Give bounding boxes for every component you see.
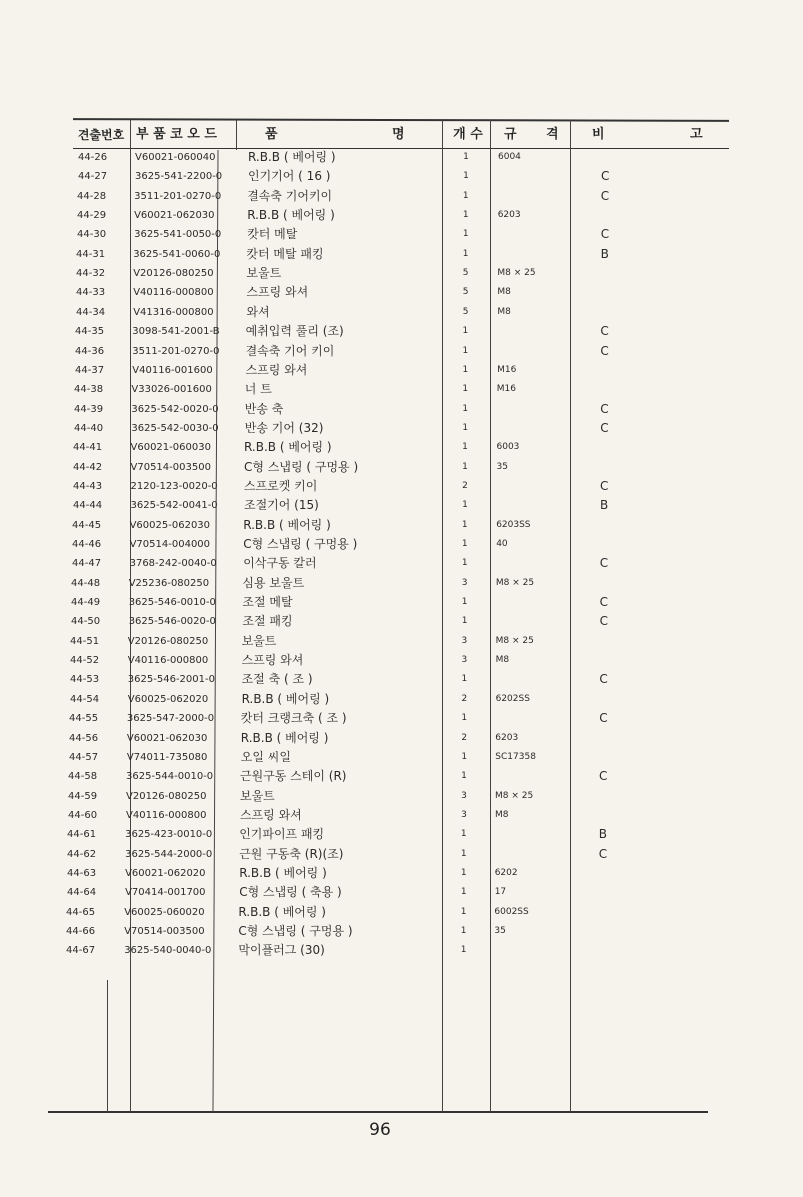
- part-spec: 6202: [494, 867, 518, 878]
- part-code: 3625-544-2000-0: [125, 848, 213, 860]
- part-number: 44-52: [70, 655, 100, 667]
- part-note: B: [600, 498, 609, 513]
- part-quantity: 1: [461, 597, 468, 608]
- part-number: 44-53: [70, 674, 100, 686]
- part-code: 3625-546-0010-0: [128, 597, 216, 609]
- part-quantity: 3: [461, 790, 467, 801]
- part-spec: M16: [496, 384, 517, 395]
- table-row: [0, 283, 803, 302]
- table-row: [0, 941, 803, 960]
- table-row: [0, 903, 803, 922]
- part-quantity: 1: [462, 442, 468, 453]
- part-name: 반송 기어 (32): [244, 420, 324, 435]
- part-name: 결속축 기어 키이: [245, 343, 335, 358]
- part-note: C: [600, 420, 609, 435]
- part-spec: M8 × 25: [495, 790, 534, 801]
- part-number: 44-49: [71, 597, 101, 609]
- part-name: 와셔: [246, 304, 270, 319]
- part-name: 스프링 와셔: [241, 653, 304, 668]
- part-spec: M8: [495, 655, 510, 666]
- part-quantity: 1: [460, 867, 467, 878]
- table-row: [0, 496, 803, 515]
- header-spec-right: 격: [546, 127, 559, 142]
- table-row: [0, 245, 803, 264]
- part-quantity: 1: [460, 906, 467, 917]
- part-name: 조절기어 (15): [244, 498, 319, 513]
- part-quantity: 3: [461, 809, 467, 820]
- table-row: [0, 361, 803, 380]
- part-quantity: 1: [460, 887, 467, 898]
- part-name: 조절 패킹: [242, 614, 293, 629]
- part-code: V40116-000800: [133, 287, 214, 299]
- table-row: [0, 167, 803, 186]
- part-code: 3625-544-0010-0: [126, 771, 214, 783]
- part-name: C형 스냅링 ( 구멍용 ): [243, 537, 358, 551]
- part-code: V60021-062030: [134, 210, 215, 222]
- part-quantity: 3: [461, 635, 468, 646]
- part-number: 44-34: [76, 306, 106, 318]
- header-note-right: 고: [690, 127, 703, 142]
- part-note: C: [599, 769, 608, 784]
- part-spec: 17: [494, 887, 507, 898]
- part-spec: M8 × 25: [497, 268, 536, 279]
- part-quantity: 1: [462, 364, 469, 375]
- part-name: 인기기어 ( 16 ): [248, 169, 331, 184]
- part-code: V20126-080250: [133, 268, 214, 280]
- part-code: 3511-201-0270-0: [134, 190, 222, 202]
- table-row: [0, 380, 803, 399]
- part-note: C: [599, 595, 608, 610]
- part-note: C: [599, 556, 609, 571]
- part-quantity: 5: [462, 268, 469, 279]
- part-code: 3768-242-0040-0: [129, 558, 217, 570]
- table-row: [0, 438, 803, 457]
- table-row: [0, 709, 803, 728]
- part-number: 44-50: [71, 616, 101, 628]
- part-spec: M8: [495, 809, 509, 820]
- part-name: 예취입력 풀리 (조): [245, 324, 344, 339]
- table-row: [0, 651, 803, 670]
- part-quantity: 2: [462, 480, 468, 491]
- part-name: 스프링 와셔: [246, 285, 309, 300]
- part-number: 44-44: [73, 500, 103, 512]
- part-code: 3511-201-0270-0: [132, 345, 220, 357]
- part-note: C: [600, 324, 609, 339]
- part-name: R.B.B ( 베어링 ): [244, 440, 332, 455]
- table-row: [0, 264, 803, 283]
- part-spec: 6202SS: [495, 693, 530, 704]
- part-name: R.B.B ( 베어링 ): [243, 517, 331, 532]
- header-note-left: 비: [592, 127, 605, 142]
- table-row: [0, 342, 803, 361]
- part-number: 44-45: [72, 519, 102, 531]
- part-quantity: 1: [461, 616, 468, 627]
- part-name: 캇터 메탈: [247, 227, 298, 242]
- part-quantity: 5: [462, 306, 469, 317]
- part-quantity: 1: [461, 751, 468, 762]
- part-name: C형 스냅링 ( 구멍용 ): [244, 459, 359, 474]
- part-number: 44-40: [74, 422, 104, 434]
- part-number: 44-41: [73, 442, 103, 454]
- part-number: 44-65: [66, 906, 96, 918]
- part-number: 44-48: [71, 577, 101, 589]
- part-quantity: 1: [463, 152, 469, 162]
- table-row: [0, 477, 803, 496]
- part-name: R.B.B ( 베어링 ): [238, 904, 326, 919]
- part-name: 보울트: [246, 266, 282, 281]
- part-quantity: 1: [462, 248, 469, 259]
- part-quantity: 1: [461, 674, 468, 685]
- part-quantity: 1: [462, 210, 469, 221]
- table-row: [0, 748, 803, 767]
- header-name-left: 품: [265, 127, 278, 142]
- part-number: 44-37: [75, 364, 105, 376]
- col-line-2: [236, 120, 237, 150]
- part-number: 44-31: [76, 248, 106, 260]
- table-row: [0, 400, 803, 419]
- part-spec: 40: [496, 539, 508, 549]
- part-code: V70414-001700: [125, 887, 206, 899]
- part-spec: 6002SS: [494, 906, 529, 917]
- part-quantity: 1: [460, 945, 467, 956]
- part-number: 44-59: [68, 790, 98, 802]
- table-row: [0, 322, 803, 341]
- part-name: 근원 구동축 (R)(조): [239, 846, 344, 861]
- page-number: 96: [369, 1120, 391, 1140]
- part-quantity: 1: [461, 539, 468, 549]
- table-row: [0, 612, 803, 631]
- part-name: 캇터 크랭크축 ( 조 ): [240, 711, 347, 726]
- table-row: [0, 554, 803, 573]
- part-name: 보울트: [240, 788, 275, 803]
- part-code: V25236-080250: [128, 577, 210, 589]
- table-row: [0, 767, 803, 786]
- table-row: [0, 806, 803, 825]
- part-code: V70514-003500: [130, 461, 211, 473]
- part-quantity: 2: [461, 693, 468, 704]
- part-code: V60021-062030: [126, 732, 208, 744]
- part-quantity: 1: [462, 190, 469, 201]
- part-code: V20126-080250: [127, 635, 209, 647]
- part-name: 심용 보울트: [242, 575, 305, 590]
- table-row: [0, 825, 803, 844]
- part-number: 44-62: [67, 848, 97, 860]
- part-quantity: 1: [462, 422, 469, 433]
- part-code: 3625-541-0060-0: [133, 248, 221, 260]
- header-code: 부 품 코 오 드: [136, 127, 217, 142]
- part-quantity: 1: [460, 848, 467, 859]
- table-row: [0, 206, 803, 225]
- part-name: 인기파이프 패킹: [239, 827, 325, 842]
- part-note: B: [600, 246, 609, 261]
- table-row: [0, 690, 803, 709]
- part-number: 44-56: [69, 732, 99, 744]
- part-number: 44-36: [75, 345, 105, 357]
- part-number: 44-60: [68, 809, 98, 821]
- part-code: V70514-003500: [124, 926, 205, 937]
- part-quantity: 1: [462, 384, 469, 395]
- part-number: 44-39: [74, 403, 104, 415]
- part-name: 조절 축 ( 조 ): [241, 672, 313, 687]
- part-code: V41316-000800: [133, 306, 214, 318]
- part-code: V60025-062020: [127, 693, 209, 705]
- table-row: [0, 883, 803, 902]
- part-number: 44-26: [78, 152, 108, 163]
- part-spec: M8 × 25: [495, 635, 534, 646]
- bottom-rule: [48, 1111, 708, 1113]
- part-name: 캇터 메탈 패킹: [246, 246, 324, 261]
- part-quantity: 3: [461, 655, 468, 666]
- part-number: 44-43: [73, 480, 103, 492]
- part-name: 스프링 와셔: [240, 807, 302, 822]
- part-number: 44-66: [66, 926, 96, 937]
- part-code: 3625-546-0020-0: [128, 616, 216, 628]
- part-number: 44-38: [74, 384, 104, 396]
- table-row: [0, 670, 803, 689]
- part-spec: 6203: [495, 732, 519, 743]
- part-quantity: 1: [461, 771, 467, 782]
- part-name: 너 트: [244, 382, 272, 397]
- part-code: 3098-541-2001-B: [132, 326, 220, 338]
- part-number: 44-27: [78, 171, 108, 183]
- part-number: 44-64: [67, 887, 97, 899]
- part-name: C형 스냅링 ( 축용 ): [239, 885, 342, 900]
- part-number: 44-46: [72, 539, 102, 550]
- table-row: [0, 148, 803, 167]
- part-number: 44-30: [77, 229, 107, 241]
- part-note: C: [600, 343, 609, 358]
- table-row: [0, 574, 803, 593]
- part-code: 3625-542-0030-0: [131, 422, 219, 434]
- part-name: 조절 메탈: [242, 595, 293, 610]
- part-number: 44-32: [76, 268, 106, 280]
- part-name: C형 스냅링 ( 구멍용 ): [238, 924, 353, 938]
- part-number: 44-33: [76, 287, 106, 299]
- part-code: V60021-060040: [135, 152, 216, 163]
- part-code: 2120-123-0020-0: [130, 480, 218, 492]
- part-code: V40116-001600: [132, 364, 213, 376]
- table-row: [0, 593, 803, 612]
- part-code: V20126-080250: [126, 790, 207, 802]
- part-name: 스프링 와셔: [245, 362, 308, 377]
- part-note: C: [599, 672, 608, 687]
- part-quantity: 1: [462, 345, 469, 356]
- part-spec: M8: [497, 306, 511, 317]
- part-quantity: 1: [462, 461, 468, 472]
- part-quantity: 5: [462, 287, 469, 298]
- part-spec: 6203SS: [496, 519, 531, 530]
- part-note: C: [601, 169, 610, 184]
- table-row: [0, 419, 803, 438]
- part-code: V60025-062030: [129, 519, 211, 531]
- table-row: [0, 516, 803, 535]
- part-name: R.B.B ( 베어링 ): [248, 150, 336, 164]
- part-quantity: 1: [461, 558, 468, 569]
- part-name: R.B.B ( 베어링 ): [247, 208, 335, 223]
- part-code: 3625-423-0010-0: [125, 829, 213, 841]
- part-quantity: 1: [462, 403, 469, 414]
- table-row: [0, 787, 803, 806]
- part-code: 3625-542-0041-0: [130, 500, 218, 512]
- part-code: V60021-062020: [125, 867, 206, 879]
- part-code: 3625-541-2200-0: [135, 171, 223, 183]
- part-code: V60025-060020: [124, 906, 205, 918]
- col-line-0: [107, 980, 108, 1112]
- part-spec: 6003: [496, 442, 520, 453]
- part-code: V40116-000800: [127, 655, 209, 667]
- part-number: 44-67: [66, 945, 96, 957]
- part-spec: M16: [497, 364, 517, 375]
- part-quantity: 1: [462, 229, 469, 240]
- part-quantity: 1: [461, 519, 468, 530]
- part-number: 44-35: [75, 326, 105, 338]
- part-name: R.B.B ( 베어링 ): [240, 730, 329, 745]
- part-name: 결속축 기어키이: [247, 188, 333, 203]
- part-spec: 35: [496, 461, 508, 472]
- part-quantity: 1: [463, 171, 469, 182]
- table-row: [0, 458, 803, 477]
- part-code: V33026-001600: [131, 384, 212, 396]
- part-name: 반송 축: [244, 401, 284, 416]
- header-name-right: 명: [392, 127, 405, 142]
- part-number: 44-57: [69, 751, 99, 763]
- table-row: [0, 632, 803, 651]
- part-number: 44-42: [73, 461, 103, 473]
- part-note: C: [599, 711, 608, 726]
- part-number: 44-51: [70, 635, 100, 647]
- part-quantity: 3: [461, 577, 468, 588]
- part-quantity: 1: [462, 326, 469, 337]
- header-spec-left: 규: [504, 127, 517, 142]
- part-number: 44-55: [69, 713, 99, 725]
- part-note: B: [598, 827, 608, 842]
- part-note: C: [600, 227, 610, 242]
- table-row: [0, 845, 803, 864]
- part-quantity: 1: [461, 713, 468, 724]
- header-qty: 개 수: [453, 127, 483, 142]
- part-note: C: [600, 401, 609, 416]
- table-row: [0, 729, 803, 748]
- part-spec: 6004: [498, 152, 521, 162]
- part-number: 44-63: [67, 867, 97, 879]
- part-code: 3625-540-0040-0: [124, 945, 212, 957]
- table-row: [0, 864, 803, 883]
- part-code: 3625-542-0020-0: [131, 403, 219, 415]
- part-spec: 35: [494, 926, 506, 936]
- table-row: [0, 225, 803, 244]
- part-number: 44-61: [67, 829, 97, 841]
- part-code: V60021-060030: [130, 442, 211, 454]
- part-quantity: 1: [462, 500, 468, 511]
- part-number: 44-28: [77, 190, 107, 202]
- header-no: 견출번호: [77, 128, 125, 142]
- part-quantity: 2: [461, 732, 468, 743]
- part-name: 보울트: [241, 633, 277, 648]
- part-note: C: [600, 188, 610, 203]
- part-name: 막이플러그 (30): [238, 943, 325, 958]
- part-note: C: [600, 478, 609, 493]
- part-number: 44-58: [68, 771, 98, 783]
- part-spec: SC17358: [495, 751, 536, 762]
- part-number: 44-54: [70, 693, 100, 705]
- part-code: 3625-546-2001-0: [127, 674, 215, 686]
- part-number: 44-47: [72, 558, 102, 570]
- part-name: R.B.B ( 베어링 ): [241, 691, 330, 706]
- part-spec: M8 × 25: [495, 577, 535, 588]
- part-code: V40116-000800: [126, 809, 207, 821]
- part-number: 44-29: [77, 210, 107, 222]
- table-row: [0, 303, 803, 322]
- part-code: 3625-541-0050-0: [134, 229, 222, 241]
- table-row: [0, 535, 803, 554]
- table-row: [0, 187, 803, 206]
- part-name: R.B.B ( 베어링 ): [239, 865, 327, 880]
- part-code: V74011-735080: [126, 751, 208, 763]
- part-spec: 6203: [497, 210, 521, 221]
- part-name: 근원구동 스테이 (R): [240, 769, 347, 784]
- part-name: 오일 씨일: [240, 749, 291, 764]
- part-note: C: [598, 846, 608, 861]
- table-row: [0, 922, 803, 941]
- part-name: 스프로켓 키이: [244, 478, 318, 493]
- part-note: C: [599, 614, 608, 629]
- part-code: V70514-004000: [129, 539, 211, 550]
- part-quantity: 1: [460, 829, 467, 840]
- part-name: 이삭구동 칼러: [243, 556, 317, 571]
- part-code: 3625-547-2000-0: [126, 713, 215, 725]
- part-quantity: 1: [460, 926, 467, 936]
- part-spec: M8: [497, 287, 511, 298]
